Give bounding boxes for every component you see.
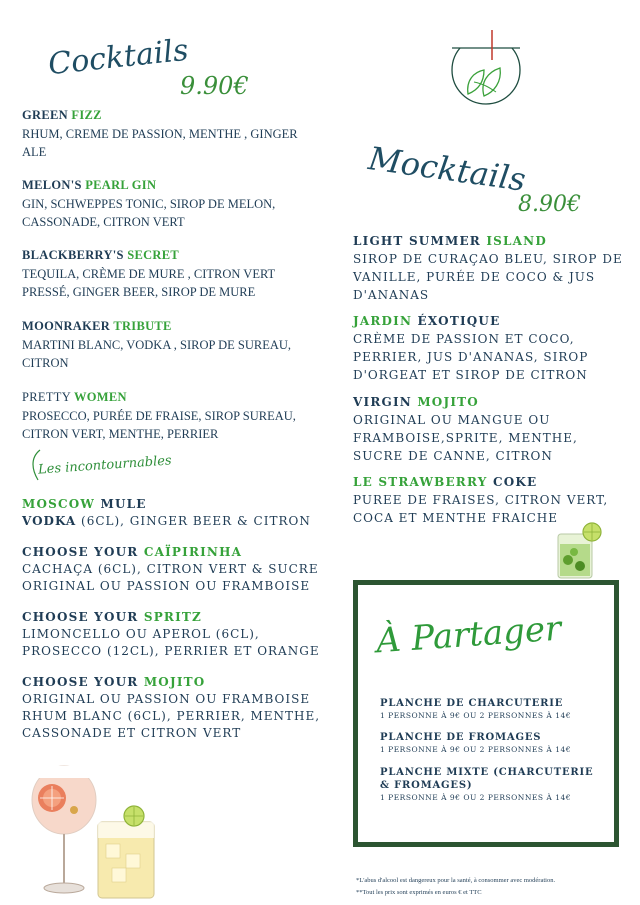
item-name-accent: SPRITZ (143, 610, 202, 624)
item-name: ÉXOTIQUE (417, 314, 501, 328)
mocktails-price: 8.90€ (518, 192, 581, 217)
mocktails-title: Mocktails (366, 139, 529, 199)
mocktail-item (353, 314, 628, 384)
item-desc: GIN, SCHWEPPES TONIC, SIROP DE MELON, CASSONADE, CITRON VERT (22, 197, 276, 229)
cocktails-price: 9.90€ (180, 72, 249, 100)
item-desc: MARTINI BLANC, VODKA , SIROP DE SUREAU, CITRON (22, 338, 292, 370)
item-name: MOONRAKER (22, 319, 114, 333)
partager-item (380, 697, 605, 720)
classic-item (22, 610, 332, 660)
partager-title: À Partager (374, 608, 563, 662)
item-price-line: 1 PERSONNE À 9€ OU 2 PERSONNES À 14€ (380, 793, 572, 802)
footer-line-2: **Tout les prix sont exprimés en euros € et TTC (356, 889, 482, 896)
item-desc: TEQUILA, CRÈME DE MURE , CITRON VERT PRESSÉ, GINGER BEER, SIROP DE MURE (22, 267, 275, 299)
item-name: LIGHT SUMMER (353, 234, 487, 248)
item-name-accent: MOSCOW (22, 497, 96, 511)
mocktail-item (353, 234, 628, 304)
cocktail-item (22, 390, 322, 443)
item-name-accent: ISLAND (486, 234, 547, 248)
item-name-accent: PEARL GIN (85, 178, 157, 192)
item-name: PLANCHE MIXTE (CHARCUTERIE & FROMAGES) (380, 767, 594, 791)
item-name: CHOOSE YOUR (22, 545, 144, 559)
item-name-accent: JARDIN (353, 314, 418, 328)
cocktail-glasses-icon (16, 760, 176, 902)
item-name: MELON'S (22, 178, 86, 192)
item-name: CHOOSE YOUR (22, 675, 144, 689)
item-name: CHOOSE YOUR (22, 610, 144, 624)
item-name-accent: FIZZ (71, 108, 102, 122)
item-desc: PROSECCO, PURÉE DE FRAISE, SIROP SUREAU, CITRON VERT, MENTHE, PERRIER (22, 409, 296, 441)
incontournables-title: Les incontournables (37, 453, 173, 478)
item-desc: RHUM, CREME DE PASSION, MENTHE , GINGER ALE (22, 127, 298, 159)
item-desc: CACHAÇA (6CL), CITRON VERT & SUCRE ORIGINAL OU PASSION OU FRAMBOISE (22, 562, 319, 593)
item-desc: LIMONCELLO OU APEROL (6CL), PROSECCO (12CL), PERRIER ET ORANGE (22, 627, 320, 658)
cocktail-item (22, 178, 322, 231)
classic-item (22, 675, 332, 742)
item-name: COKE (492, 475, 538, 489)
flourish-icon (26, 448, 46, 484)
item-price-line: 1 PERSONNE À 9€ OU 2 PERSONNES À 14€ (380, 711, 572, 720)
classic-item (22, 497, 332, 530)
mocktail-item (353, 395, 628, 465)
item-name: PLANCHE DE CHARCUTERIE (380, 698, 564, 709)
item-name: VIRGIN (353, 395, 418, 409)
item-desc: CRÈME DE PASSION ET COCO, PERRIER, JUS D'ANANAS, SIROP D'ORGEAT ET SIROP DE CITRON (353, 332, 589, 382)
cocktail-item (22, 319, 322, 372)
item-name-accent: TRIBUTE (113, 319, 172, 333)
item-desc: SIROP DE CURAÇAO BLEU, SIROP DE VANILLE, PURÉE DE COCO & JUS D'ANANAS (353, 252, 623, 302)
item-name-accent: MOJITO (417, 395, 479, 409)
item-name-accent: WOMEN (73, 390, 127, 404)
cocktail-item (22, 108, 322, 161)
logo-glass-icon (440, 26, 532, 108)
item-desc: PUREE DE FRAISES, CITRON VERT, COCA ET MENTHE FRAICHE (353, 493, 609, 525)
item-name-accent: MOJITO (143, 675, 206, 689)
item-name: GREEN (22, 108, 72, 122)
item-desc: (6CL), GINGER BEER & CITRON (76, 514, 311, 528)
item-desc-bold: VODKA (22, 514, 77, 528)
item-name: PRETTY (22, 390, 74, 404)
mojito-glass-icon (548, 520, 604, 580)
footer-line-1: *L'abus d'alcool est dangereux pour la santé, à consommer avec modération. (356, 877, 556, 884)
item-name-accent: LE STRAWBERRY (353, 475, 493, 489)
cocktail-item (22, 248, 322, 301)
partager-box (353, 580, 619, 847)
partager-item (380, 731, 605, 754)
item-desc: ORIGINAL OU PASSION OU FRAMBOISE RHUM BLANC (6CL), PERRIER, MENTHE, CASSONADE ET CITRON VERT (22, 692, 321, 740)
cocktails-title: Cocktails (46, 32, 190, 83)
item-desc: ORIGINAL OU MANGUE OU FRAMBOISE,SPRITE, MENTHE, SUCRE DE CANNE, CITRON (353, 413, 578, 463)
item-name: BLACKBERRY'S (22, 248, 128, 262)
item-name-accent: SECRET (127, 248, 180, 262)
item-name: PLANCHE DE FROMAGES (380, 732, 542, 743)
classic-item (22, 545, 332, 595)
item-name-accent: CAÏPIRINHA (143, 545, 243, 559)
partager-item (380, 766, 605, 802)
item-price-line: 1 PERSONNE À 9€ OU 2 PERSONNES À 14€ (380, 745, 572, 754)
item-name: MULE (95, 497, 147, 511)
